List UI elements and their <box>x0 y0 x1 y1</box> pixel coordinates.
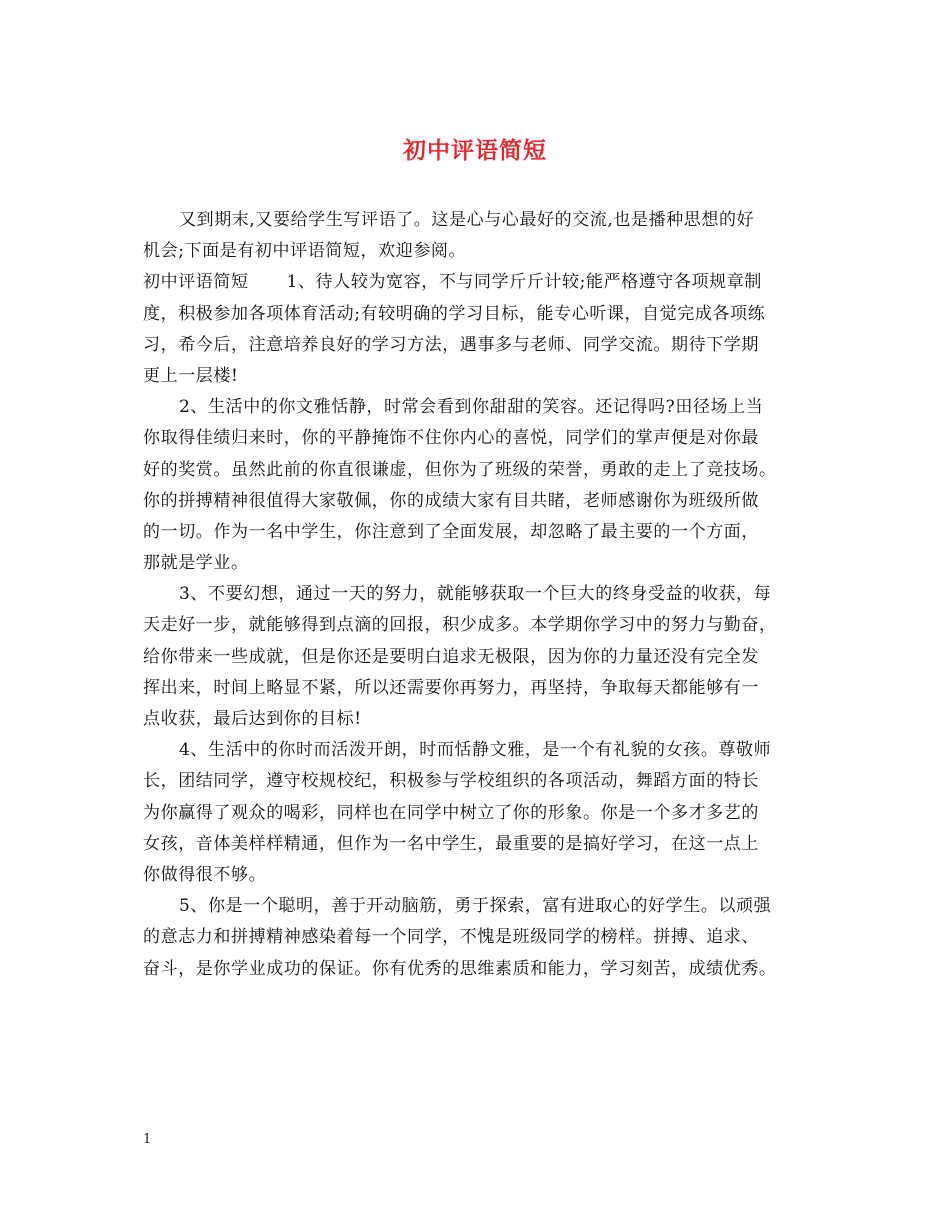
paragraph-line: 你做得很不够。 <box>143 864 267 885</box>
paragraph-line: 又到期末,又要给学生写评语了。这是心与心最好的交流,也是播种思想的好 <box>179 210 755 230</box>
document-body <box>143 205 833 985</box>
section-heading: 初中评语简短 <box>143 272 249 293</box>
paragraph-line: 好的奖赏。虽然此前的你直很谦虚，但你为了班级的荣誉，勇敢的走上了竞技场。 <box>143 459 777 480</box>
paragraph-line: 更上一层楼! <box>143 365 239 386</box>
paragraph-line: 的一切。作为一名中学生，你注意到了全面发展，却忽略了最主要的一个方面， <box>143 521 759 542</box>
paragraph-line: 天走好一步，就能够得到点滴的回报，积少成多。本学期你学习中的努力与勤奋， <box>143 615 777 636</box>
page-number: 1 <box>143 1132 152 1147</box>
paragraph-line: 女孩，音体美样样精通，但作为一名中学生，最重要的是搞好学习，在这一点上 <box>143 833 759 854</box>
paragraph-line: 你的拼搏精神很值得大家敬佩，你的成绩大家有目共睹，老师感谢你为班级所做 <box>143 490 759 511</box>
paragraph-line: 4、生活中的你时而活泼开朗，时而恬静文雅，是一个有礼貌的女孩。尊敬师 <box>179 740 772 761</box>
paragraph-line: 挥出来，时间上略显不紧，所以还需要你再努力，再坚持，争取每天都能够有一 <box>143 677 759 698</box>
paragraph-line: 的意志力和拼搏精神感染着每一个同学，不愧是班级同学的榜样。拼搏、追求、 <box>143 927 759 948</box>
paragraph-line: 度，积极参加各项体育活动;有较明确的学习目标，能专心听课，自觉完成各项练 <box>143 303 766 324</box>
paragraph-line: 为你赢得了观众的喝彩，同样也在同学中树立了你的形象。你是一个多才多艺的 <box>143 802 759 823</box>
paragraph-line: 5、你是一个聪明，善于开动脑筋，勇于探索，富有进取心的好学生。以顽强 <box>179 896 772 917</box>
paragraph-line: 3、不要幻想，通过一天的努力，就能够获取一个巨大的终身受益的收获，每 <box>179 584 772 605</box>
paragraph-line: 2、生活中的你文雅恬静，时常会看到你甜甜的笑容。还记得吗?田径场上当 <box>179 397 764 418</box>
paragraph-line: 机会;下面是有初中评语简短，欢迎参阅。 <box>143 241 467 262</box>
paragraph-line: 给你带来一些成就，但是你还是要明白追求无极限，因为你的力量还没有完全发 <box>143 646 759 667</box>
paragraph-line: 点收获，最后达到你的目标! <box>143 709 362 729</box>
paragraph-line: 奋斗，是你学业成功的保证。你有优秀的思维素质和能力，学习刻苦，成绩优秀。 <box>143 958 777 979</box>
paragraph-line <box>143 267 833 298</box>
paragraph-line: 那就是学业。 <box>143 553 249 574</box>
paragraph-line: 你取得佳绩归来时，你的平静掩饰不住你内心的喜悦，同学们的掌声便是对你最 <box>143 428 759 449</box>
document-title: 初中评语简短 <box>403 137 547 164</box>
paragraph-line: 长，团结同学，遵守校规校纪，积极参与学校组织的各项活动，舞蹈方面的特长 <box>143 771 759 792</box>
paragraph-line: 习，希今后，注意培养良好的学习方法，遇事多与老师、同学交流。期待下学期 <box>143 334 759 355</box>
paragraph-text: 1、待人较为宽容，不与同学斤斤计较;能严格遵守各项规章制 <box>286 272 762 293</box>
